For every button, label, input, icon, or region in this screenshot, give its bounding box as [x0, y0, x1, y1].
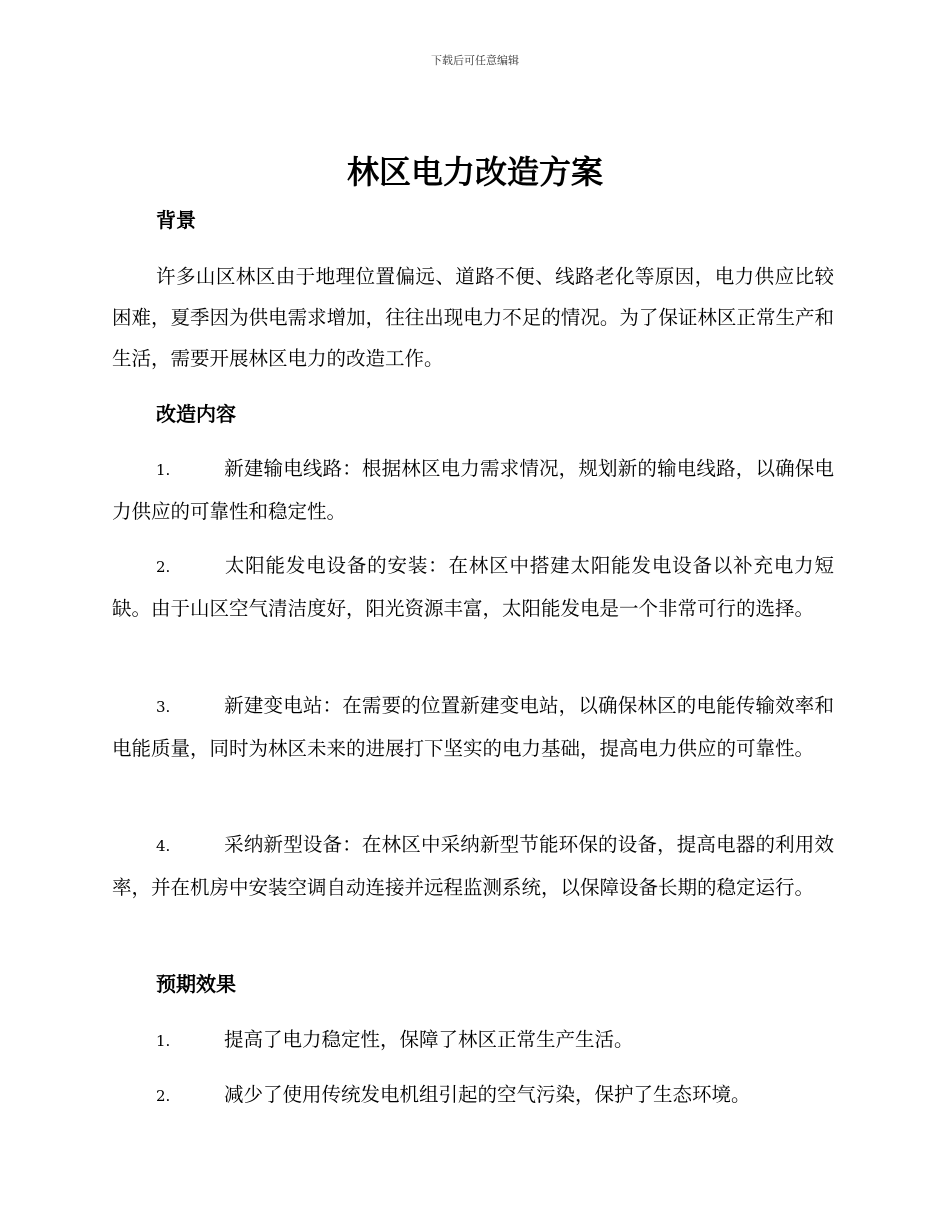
document-title: 林区电力改造方案: [346, 153, 603, 191]
list-item-number: 3.: [156, 698, 171, 716]
list-item-text: 新建变电站：在需要的位置新建变电站，以确保林区的电能传输效率和电能质量，同时为林区未来的进展打下坚实的电力基础，提高电力供应的可靠性。: [112, 694, 834, 760]
list-item: [112, 448, 834, 532]
list-item: [112, 1074, 834, 1117]
list-item-text: 采纳新型设备：在林区中采纳新型节能环保的设备，提高电器的利用效率，并在机房中安装空调自动连接并远程监测系统，以保障设备长期的稳定运行。: [112, 833, 834, 899]
list-item-text: 提高了电力稳定性，保障了林区正常生产生活。: [224, 1028, 634, 1051]
list-item: [112, 685, 834, 769]
background-paragraph: 许多山区林区由于地理位置偏远、道路不便、线路老化等原因，电力供应比较困难，夏季因为供电需求增加，往往出现电力不足的情况。为了保证林区正常生产和生活，需要开展林区电力的改造工作。: [112, 265, 834, 370]
section-heading-effects: 预期效果: [156, 972, 236, 996]
list-item: [112, 824, 834, 908]
list-item-number: 1.: [156, 461, 171, 479]
list-item-text: 新建输电线路：根据林区电力需求情况，规划新的输电线路，以确保电力供应的可靠性和稳定性。: [112, 457, 834, 523]
list-item: [112, 545, 834, 629]
list-item-number: 4.: [156, 837, 171, 855]
list-item-number: 1.: [156, 1032, 171, 1050]
section-heading-content: 改造内容: [156, 402, 236, 426]
list-item-text: 太阳能发电设备的安装：在林区中搭建太阳能发电设备以补充电力短缺。由于山区空气清洁度好，阳光资源丰富，太阳能发电是一个非常可行的选择。: [112, 554, 834, 620]
section-heading-background: 背景: [156, 208, 196, 232]
list-item-number: 2.: [156, 1087, 171, 1105]
list-item: [112, 1019, 834, 1062]
list-item-number: 2.: [156, 558, 171, 576]
list-item-text: 减少了使用传统发电机组引起的空气污染，保护了生态环境。: [224, 1083, 751, 1106]
header-note: 下载后可任意编辑: [431, 54, 519, 67]
